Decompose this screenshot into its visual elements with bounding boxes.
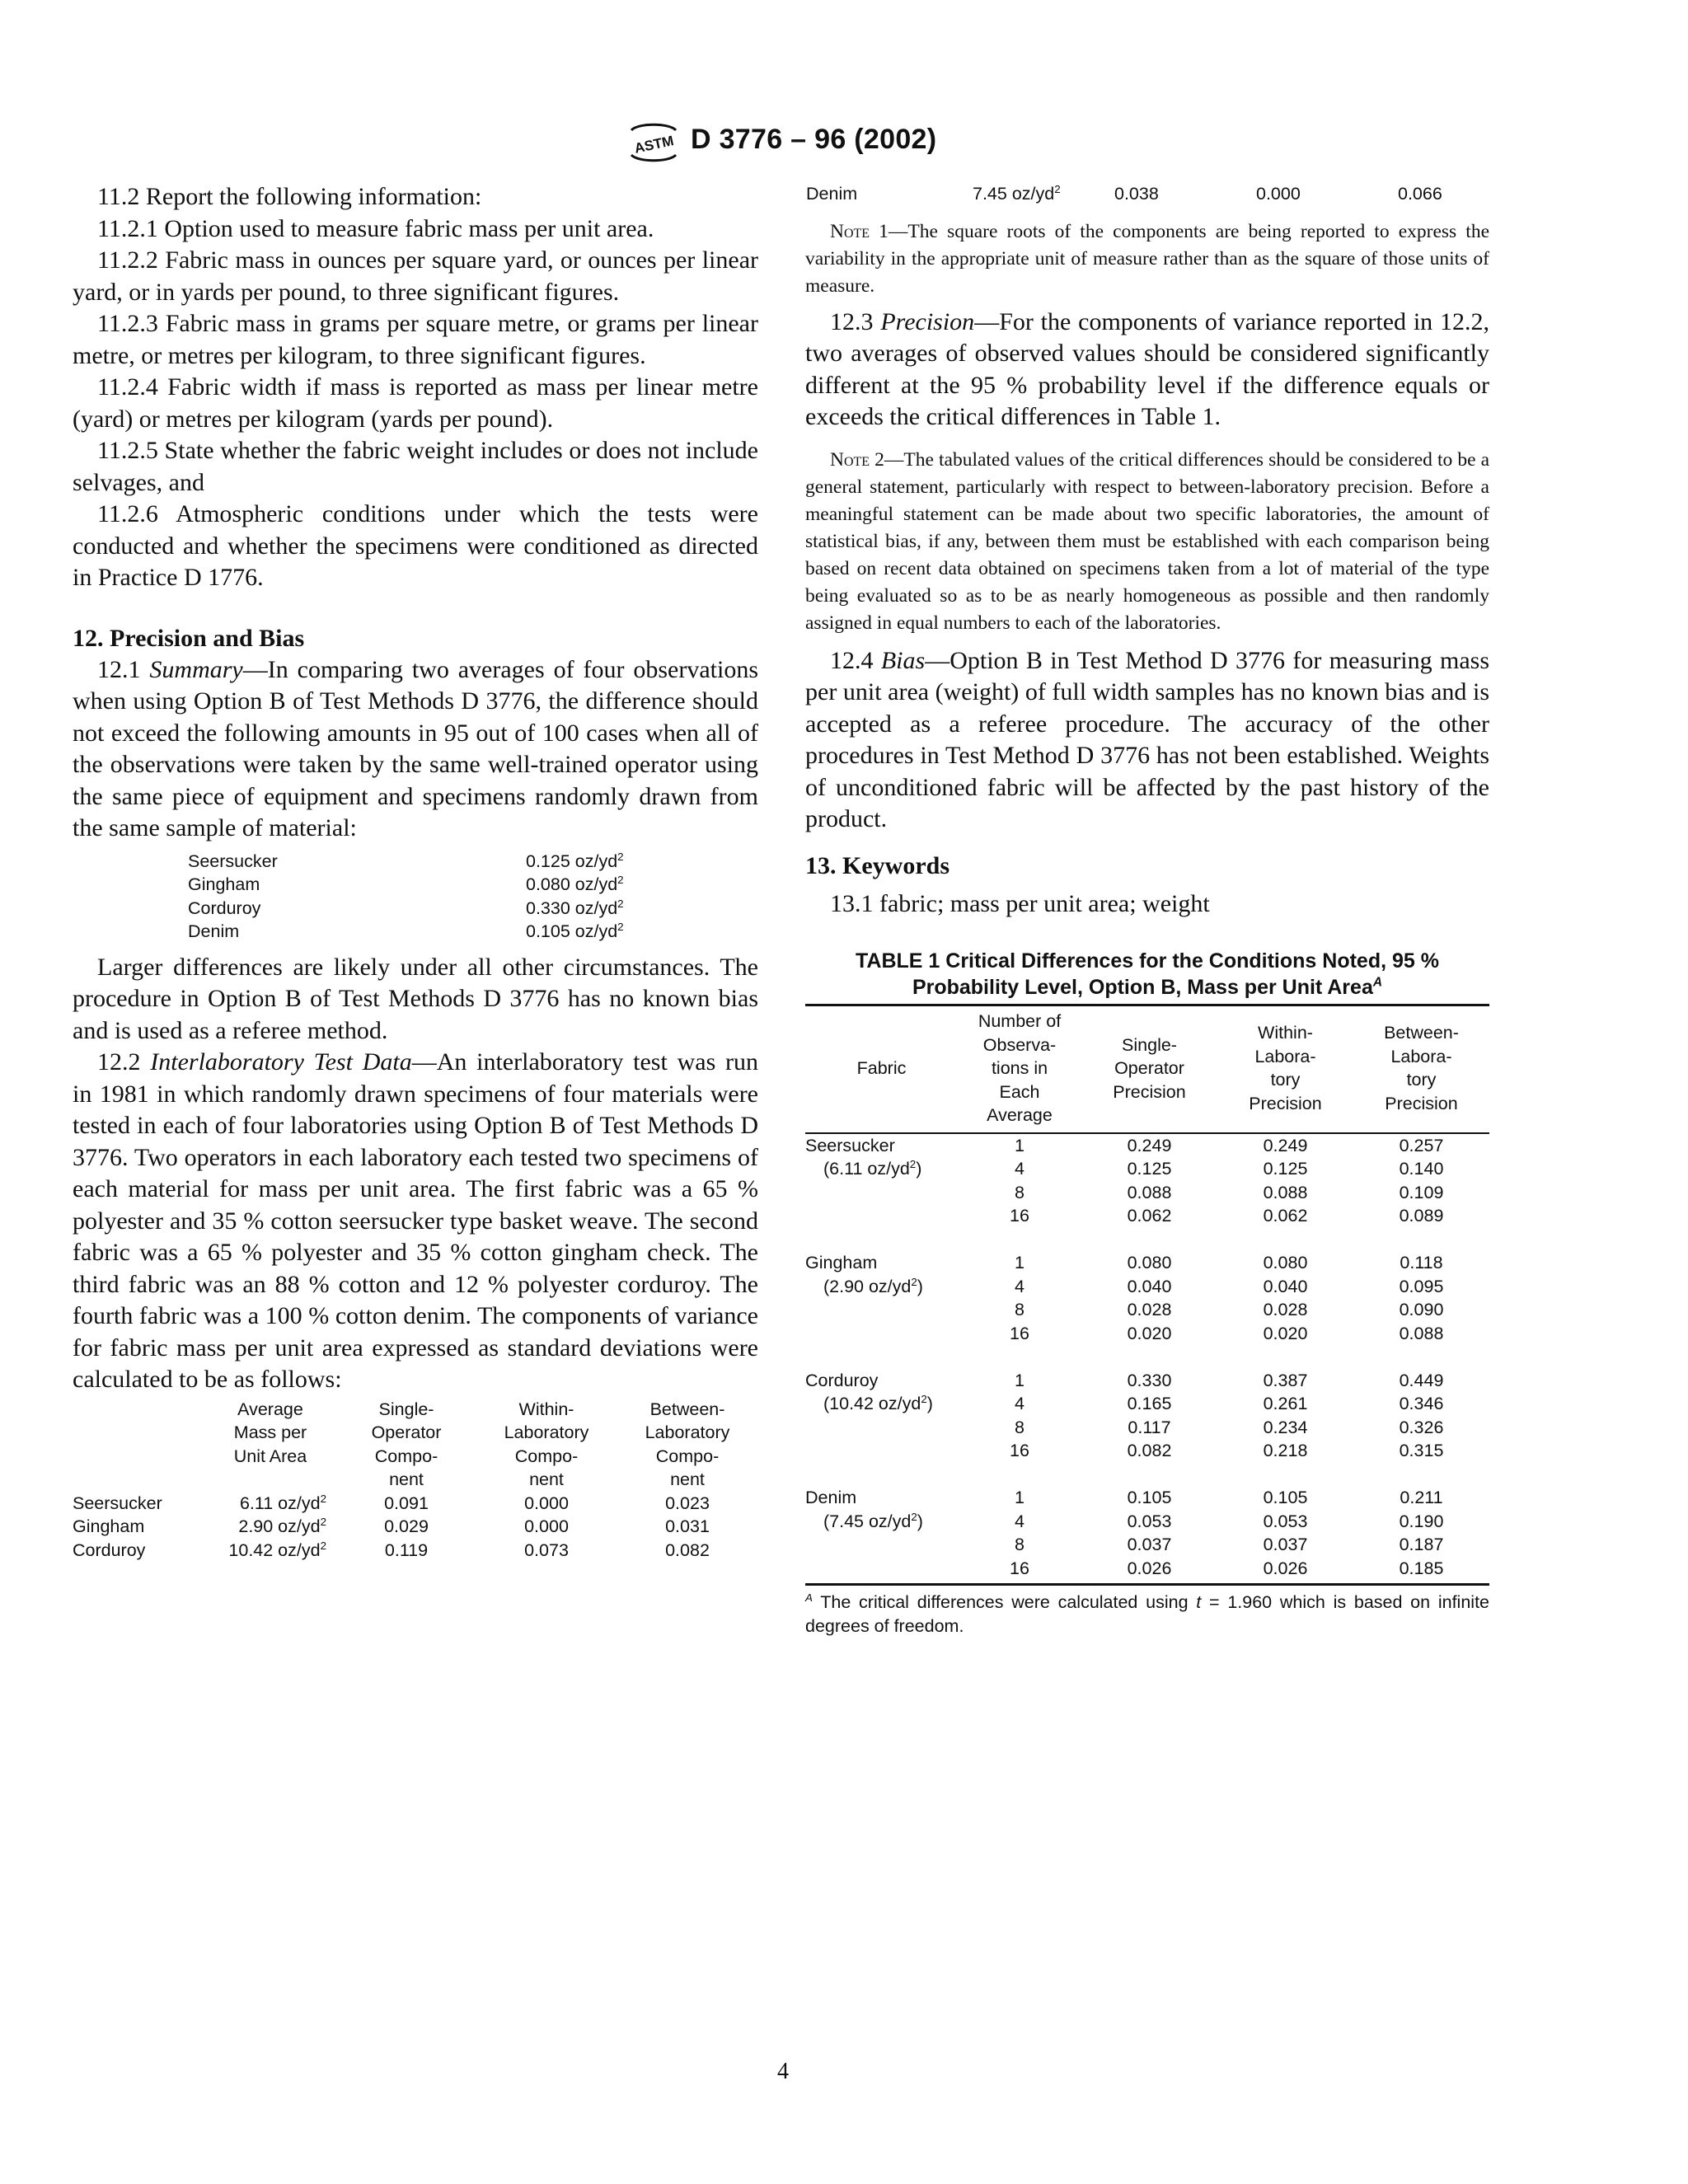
paragraph-12-4: 12.4 Bias—Option B in Test Method D 3776 for measuring mass per unit area (weight) of full width samples has no known bias and is accepted as a referee procedure. The accuracy of the other procedures in Test Method D 3776 has not been established. Weights of unconditioned fabric will be affected by the past history of the product. bbox=[805, 646, 1489, 832]
list-item: Denim 0.105 $oz/yd^2$ bbox=[188, 920, 624, 941]
column-header-between-laboratory-precision: Between- Labora- tory Precision bbox=[1353, 1005, 1489, 1133]
page-header bbox=[0, 122, 1688, 163]
variance-components-table-continued bbox=[805, 181, 1489, 207]
table-row: Corduroy 10.42 $oz/yd^2$ 0.119 0.073 0.082 bbox=[73, 1539, 710, 1560]
column-header-within-laboratory-precision: Within- Labora- tory Precision bbox=[1217, 1005, 1353, 1133]
paragraph-11-2: 11.2 Report the following information: bbox=[97, 183, 482, 210]
paragraph-11-2-6: 11.2.6 Atmospheric conditions under which the tests were conducted and whether the specimens were conditioned as directed in Practice D 1776. bbox=[73, 500, 758, 591]
table-row: 8 0.028 0.028 0.090 bbox=[1015, 1300, 1444, 1319]
column-header-within-laboratory: Within- Laboratory Compo- nent bbox=[504, 1399, 589, 1489]
summary-values-list bbox=[188, 850, 624, 944]
table-row: 8 0.117 0.234 0.326 bbox=[1015, 1417, 1444, 1437]
paragraph-12-2: 12.2 Interlaboratory Test Data—An interlaboratory test was run in 1981 in which randomly drawn specimens of four materials were tested in each of four laboratories using Option B of Test Methods D 3776. Two operators in each laboratory each tested two specimens of each material for mass per unit area. The first fabric was a 65 % polyester and 35 % cotton seersucker type basket weave. The second fabric was a 65 % polyester and 35 % cotton gingham check. The third fabric was an 88 % cotton and 12 % polyester corduroy. The fourth fabric was a 100 % cotton denim. The components of variance for fabric mass per unit area expressed as standard deviations were calculated to be as follows: bbox=[73, 1048, 758, 1393]
note-1: Note 1—The square roots of the components are being reported to express the variability in the appropriate unit of measure rather than as the square of those units of measure. bbox=[805, 220, 1489, 297]
column-header-observations: Number of Observa- tions in Each Average bbox=[958, 1005, 1081, 1133]
document-id: D 3776 – 96 (2002) bbox=[691, 124, 937, 155]
paragraph-13-1: 13.1 fabric; mass per unit area; weight bbox=[830, 889, 1210, 917]
table-row: (2.90 $oz/yd^2$) 4 0.040 0.040 0.095 bbox=[823, 1275, 1444, 1296]
column-header-mass: Average Mass per Unit Area bbox=[233, 1399, 307, 1466]
table-1-footnote: $^A$ The critical differences were calculated using t = 1.960 which is based on infinite degrees of freedom. bbox=[805, 1591, 1489, 1636]
paragraph-larger-differences: Larger differences are likely under all other circumstances. The procedure in Option B of Test Methods D 3776 has no known bias and is used as a referee method. bbox=[73, 953, 758, 1044]
table-row: Gingham 1 0.080 0.080 0.118 bbox=[805, 1253, 1443, 1272]
table-row: 16 0.020 0.020 0.088 bbox=[1010, 1323, 1444, 1343]
table-1-title: TABLE 1 Critical Differences for the Conditions Noted, 95 % Probability Level, Option B, Mass per Unit Area$^A$ bbox=[856, 949, 1439, 999]
table-row: Gingham 2.90 $oz/yd^2$ 0.029 0.000 0.031 bbox=[73, 1515, 710, 1536]
list-item: Gingham 0.080 $oz/yd^2$ bbox=[188, 873, 624, 894]
paragraph-11-2-5: 11.2.5 State whether the fabric weight includes or does not include selvages, and bbox=[73, 437, 758, 496]
table-row: Denim 7.45 $oz/yd^2$ 0.038 0.000 0.066 bbox=[806, 182, 1442, 204]
column-header-between-laboratory: Between- Laboratory Compo- nent bbox=[645, 1399, 730, 1489]
column-header-single-operator-precision: Single- Operator Precision bbox=[1081, 1005, 1217, 1133]
list-item: Corduroy 0.330 $oz/yd^2$ bbox=[188, 897, 624, 918]
variance-components-table bbox=[73, 1398, 758, 1563]
column-header-fabric: Fabric bbox=[805, 1005, 958, 1133]
astm-logo-icon bbox=[626, 122, 681, 163]
table-row: 8 0.088 0.088 0.109 bbox=[1015, 1182, 1444, 1202]
section-13-heading: 13. Keywords bbox=[805, 851, 950, 879]
list-item: Seersucker 0.125 $oz/yd^2$ bbox=[188, 850, 624, 871]
note-2: Note 2—The tabulated values of the critical differences should be considered to be a general statement, particularly with respect to between-laboratory precision. Before a meaningful statement can be made about two specific laboratories, the amount of statistical bias, if any, between them must be established with each comparison being based on recent data obtained on specimens taken from a lot of material of the type being evaluated so as to be as nearly homogeneous as possible and then randomly assigned in equal numbers to each of the laboratories. bbox=[805, 448, 1489, 634]
table-row: 16 0.026 0.026 0.185 bbox=[1010, 1558, 1444, 1578]
right-column bbox=[805, 181, 1489, 1638]
column-header-single-operator: Single- Operator Compo- nent bbox=[371, 1399, 442, 1489]
table-row: Seersucker 6.11 $oz/yd^2$ 0.091 0.000 0.023 bbox=[73, 1492, 710, 1513]
section-12-heading: 12. Precision and Bias bbox=[73, 624, 305, 652]
table-row: 16 0.082 0.218 0.315 bbox=[1010, 1441, 1444, 1460]
paragraph-12-1: 12.1 Summary—In comparing two averages of four observations when using Option B of Test Methods D 3776, the difference should not exceed the following amounts in 95 out of 100 cases when all of the observations were taken by the same well-trained operator using the same piece of equipment and specimens randomly drawn from the same sample of material: bbox=[73, 655, 758, 841]
table-row: Denim 1 0.105 0.105 0.211 bbox=[805, 1488, 1443, 1507]
paragraph-11-2-1: 11.2.1 Option used to measure fabric mass per unit area. bbox=[97, 214, 654, 242]
table-row: 16 0.062 0.062 0.089 bbox=[1010, 1206, 1444, 1226]
table-row: (6.11 $oz/yd^2$) 4 0.125 0.125 0.140 bbox=[823, 1157, 1444, 1179]
table-row: (7.45 $oz/yd^2$) 4 0.053 0.053 0.190 bbox=[823, 1510, 1444, 1531]
paragraph-11-2-3: 11.2.3 Fabric mass in grams per square metre, or grams per linear metre, or metres per kilogram, to three significant figures. bbox=[73, 310, 758, 369]
table-row: Seersucker 1 0.249 0.249 0.257 bbox=[805, 1135, 1444, 1155]
table-row: 8 0.037 0.037 0.187 bbox=[1015, 1535, 1444, 1554]
table-row: Corduroy 1 0.330 0.387 0.449 bbox=[805, 1370, 1444, 1390]
left-column bbox=[73, 181, 758, 1562]
paragraph-12-3: 12.3 Precision—For the components of variance reported in 12.2, two averages of observed values should be considered significantly different at the 95 % probability level if the difference equals or exceeds the critical differences in Table 1. bbox=[805, 307, 1489, 430]
page-number: 4 bbox=[777, 2059, 789, 2084]
table-row: (10.42 $oz/yd^2$) 4 0.165 0.261 0.346 bbox=[823, 1392, 1444, 1413]
paragraph-11-2-2: 11.2.2 Fabric mass in ounces per square yard, or ounces per linear yard, or in yards per pound, to three significant figures. bbox=[73, 246, 758, 306]
paragraph-11-2-4: 11.2.4 Fabric width if mass is reported as mass per linear metre (yard) or metres per kilogram (yards per pound). bbox=[73, 373, 758, 433]
svg-text:ASTM: ASTM bbox=[632, 133, 676, 157]
table-1 bbox=[805, 1004, 1489, 1586]
